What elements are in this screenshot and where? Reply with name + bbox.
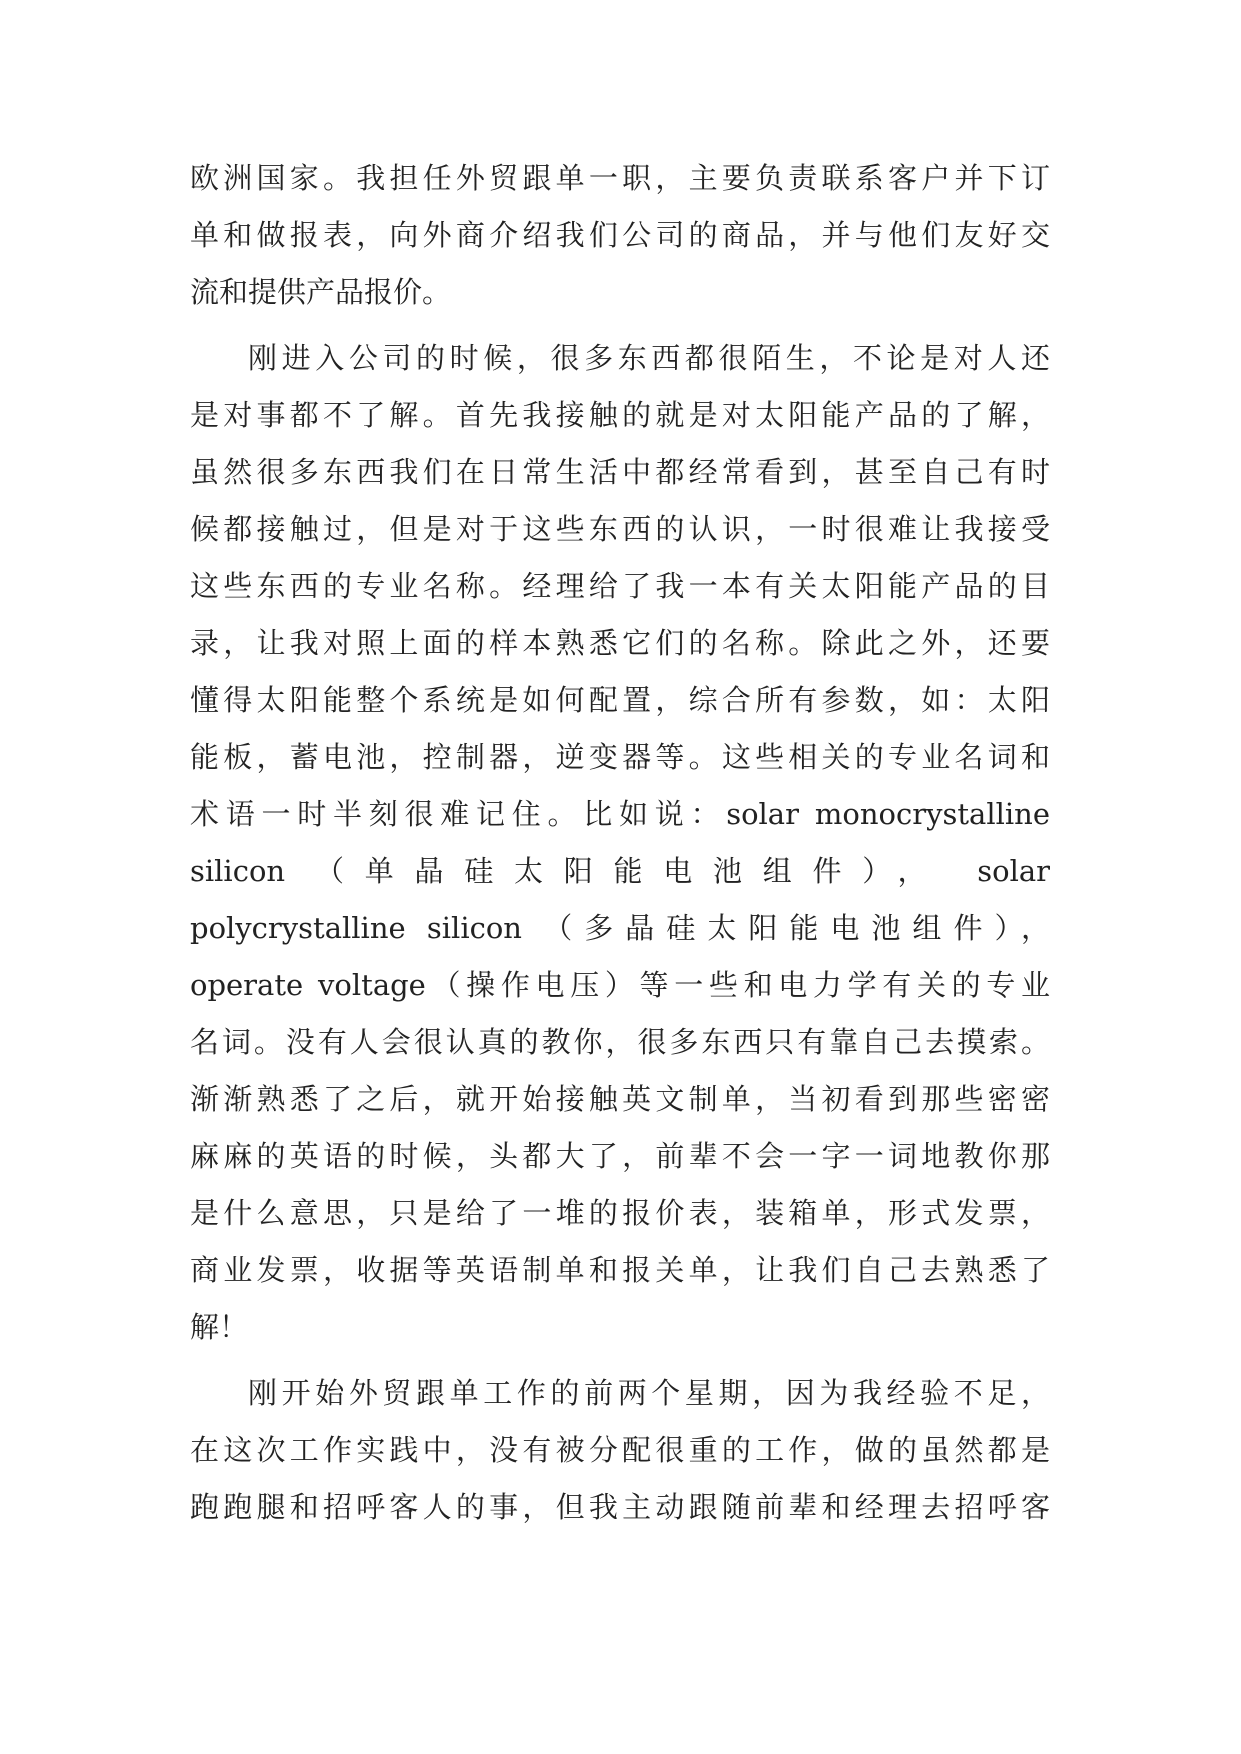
text-line: 麻麻的英语的时候，头都大了，前辈不会一字一词地教你那 xyxy=(190,1139,1050,1173)
body-text xyxy=(190,150,1050,1536)
text-line: 这些东西的专业名称。经理给了我一本有关太阳能产品的目 xyxy=(190,569,1050,603)
text-line: operate voltage（操作电压）等一些和电力学有关的专业 xyxy=(190,968,1050,1002)
text-line: 虽然很多东西我们在日常生活中都经常看到，甚至自己有时 xyxy=(190,455,1050,489)
text-line: polycrystalline silicon （多晶硅太阳能电池组件）， xyxy=(190,911,1050,945)
text-line: 刚开始外贸跟单工作的前两个星期，因为我经验不足， xyxy=(248,1376,1050,1410)
text-line: 术语一时半刻很难记住。比如说：solar monocrystalline xyxy=(190,797,1050,831)
text-line: 解！ xyxy=(190,1310,249,1344)
text-line: 欧洲国家。我担任外贸跟单一职，主要负责联系客户并下订 xyxy=(190,161,1050,195)
text-line: 能板，蓄电池，控制器，逆变器等。这些相关的专业名词和 xyxy=(190,740,1050,774)
text-line: 名词。没有人会很认真的教你，很多东西只有靠自己去摸索。 xyxy=(190,1025,1050,1059)
paragraph xyxy=(190,150,1050,321)
text-line: 懂得太阳能整个系统是如何配置，综合所有参数，如：太阳 xyxy=(190,683,1050,717)
text-line: 跑跑腿和招呼客人的事，但我主动跟随前辈和经理去招呼客 xyxy=(190,1490,1050,1524)
text-line: 录，让我对照上面的样本熟悉它们的名称。除此之外，还要 xyxy=(190,626,1050,660)
paragraph xyxy=(190,330,1050,1356)
text-line: 刚进入公司的时候，很多东西都很陌生，不论是对人还 xyxy=(248,341,1050,375)
text-line: 在这次工作实践中，没有被分配很重的工作，做的虽然都是 xyxy=(190,1433,1050,1467)
text-line: 流和提供产品报价。 xyxy=(190,275,452,309)
text-line: 是什么意思，只是给了一堆的报价表，装箱单，形式发票， xyxy=(190,1196,1050,1230)
text-line: 商业发票，收据等英语制单和报关单，让我们自己去熟悉了 xyxy=(190,1253,1050,1287)
text-line: 是对事都不了解。首先我接触的就是对太阳能产品的了解， xyxy=(190,398,1050,432)
text-line: 候都接触过，但是对于这些东西的认识，一时很难让我接受 xyxy=(190,512,1050,546)
text-line: 渐渐熟悉了之后，就开始接触英文制单，当初看到那些密密 xyxy=(190,1082,1050,1116)
paragraph xyxy=(190,1365,1050,1536)
text-line: silicon （单晶硅太阳能电池组件）， solar xyxy=(190,854,1050,888)
text-line: 单和做报表，向外商介绍我们公司的商品，并与他们友好交 xyxy=(190,218,1050,252)
